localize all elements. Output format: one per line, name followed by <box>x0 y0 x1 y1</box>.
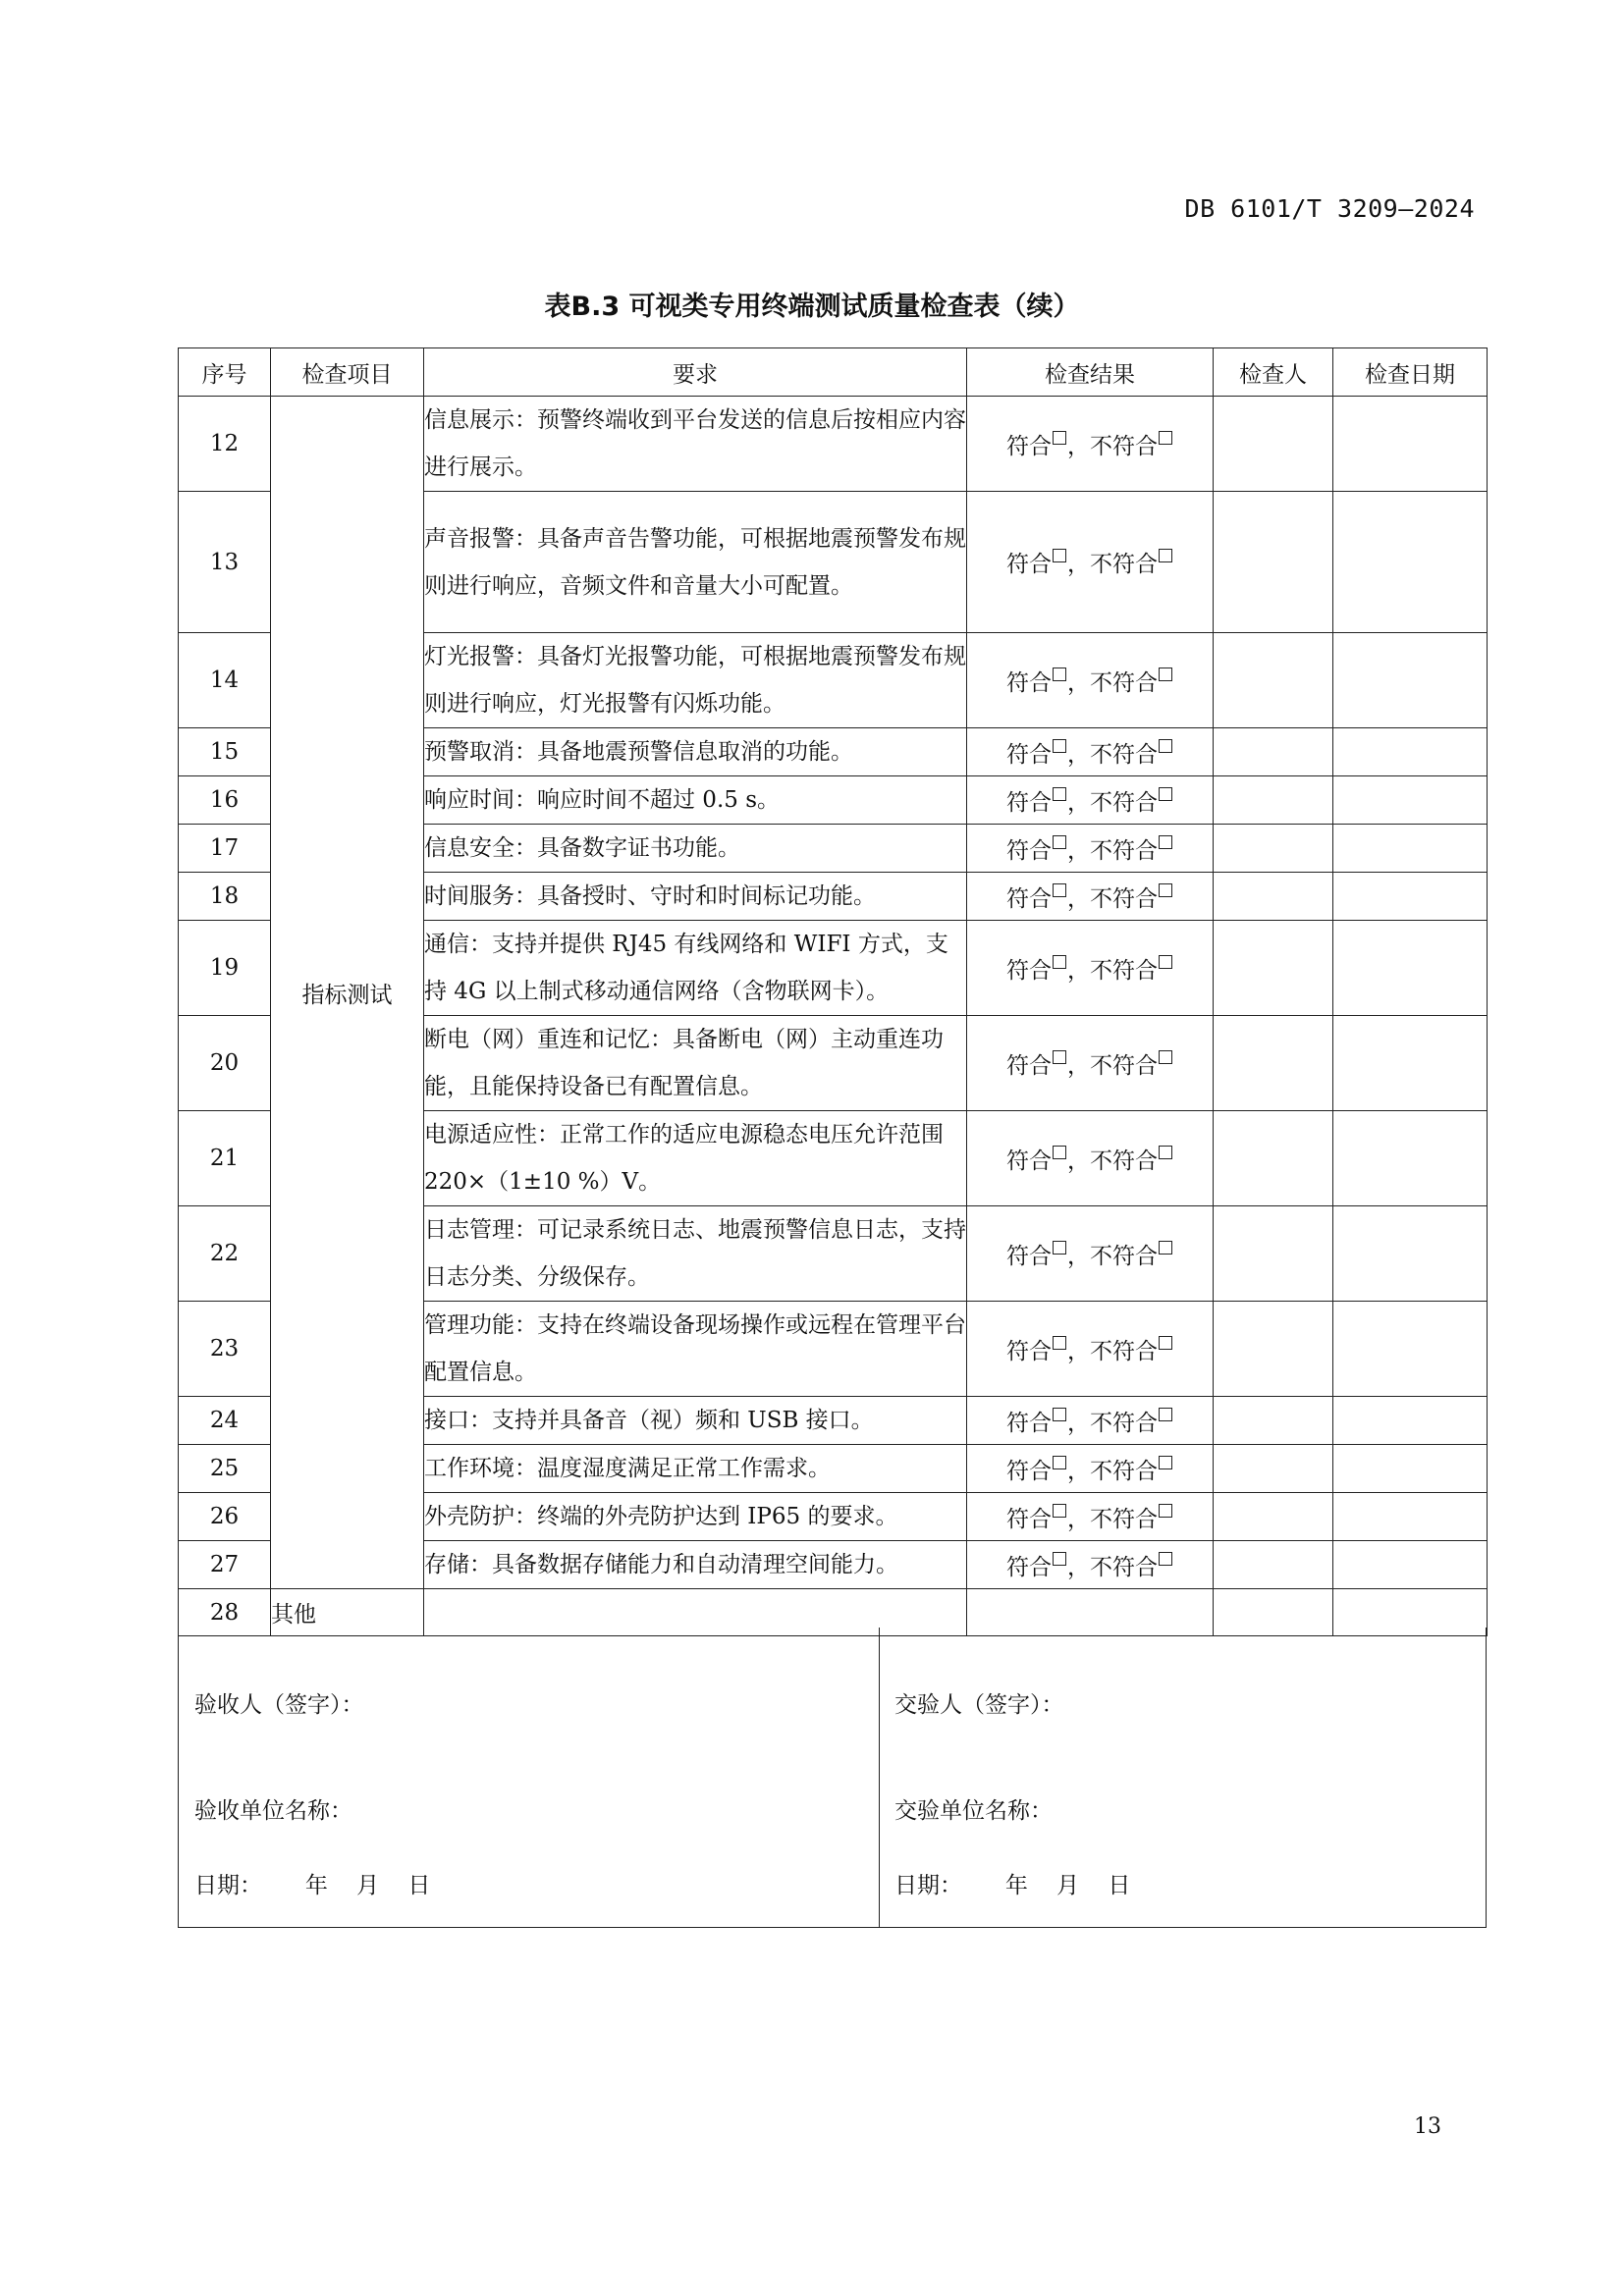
requirement-cell: 工作环境：温度湿度满足正常工作需求。 <box>424 1445 967 1493</box>
table-header-row <box>179 348 1488 397</box>
nonconform-checkbox[interactable] <box>1159 667 1172 681</box>
table-row <box>179 397 1488 492</box>
inspector-cell[interactable] <box>1214 825 1333 873</box>
nonconform-label: 不符合 <box>1090 1458 1158 1484</box>
result-cell <box>967 1302 1214 1397</box>
result-cell <box>967 921 1214 1016</box>
category-cell: 指标测试 <box>271 397 424 1589</box>
nonconform-label: 不符合 <box>1090 1410 1158 1436</box>
result-separator: ， <box>1067 885 1090 912</box>
inspection-date-cell[interactable] <box>1333 1111 1488 1206</box>
inspection-date-cell[interactable] <box>1333 776 1488 825</box>
conform-label: 符合 <box>1006 1554 1052 1580</box>
conform-label: 符合 <box>1006 741 1052 768</box>
conform-label: 符合 <box>1006 885 1052 912</box>
submitter-unit-label: 交验单位名称： <box>894 1798 1053 1824</box>
inspection-date-cell[interactable] <box>1333 1493 1488 1541</box>
result-cell <box>967 825 1214 873</box>
inspector-cell[interactable] <box>1214 1206 1333 1302</box>
row-number: 14 <box>179 633 271 728</box>
row-number: 28 <box>179 1589 271 1636</box>
conform-label: 符合 <box>1006 789 1052 816</box>
inspector-cell[interactable] <box>1214 1111 1333 1206</box>
nonconform-label: 不符合 <box>1090 1554 1158 1580</box>
inspector-cell[interactable] <box>1214 1493 1333 1541</box>
nonconform-checkbox[interactable] <box>1159 1504 1172 1518</box>
header-no: 序号 <box>179 348 271 397</box>
result-separator: ， <box>1067 1506 1090 1532</box>
header-result: 检查结果 <box>967 348 1214 397</box>
nonconform-label: 不符合 <box>1090 552 1158 577</box>
row-number: 16 <box>179 776 271 825</box>
row-number: 25 <box>179 1445 271 1493</box>
nonconform-checkbox[interactable] <box>1159 1456 1172 1469</box>
header-inspector: 检查人 <box>1214 348 1333 397</box>
conform-checkbox[interactable] <box>1053 1241 1066 1255</box>
submitter-signature-label: 交验人（签字）： <box>894 1692 1064 1718</box>
result-cell <box>967 1111 1214 1206</box>
conform-checkbox[interactable] <box>1053 1504 1066 1518</box>
inspection-date-cell[interactable] <box>1333 1397 1488 1445</box>
requirement-cell: 日志管理：可记录系统日志、地震预警信息日志，支持日志分类、分级保存。 <box>424 1206 967 1302</box>
nonconform-label: 不符合 <box>1090 1148 1158 1174</box>
conform-label: 符合 <box>1006 957 1052 984</box>
result-separator: ， <box>1067 741 1090 768</box>
result-cell <box>967 492 1214 633</box>
inspection-date-cell[interactable] <box>1333 492 1488 633</box>
inspection-date-cell[interactable] <box>1333 633 1488 728</box>
inspection-date-cell[interactable] <box>1333 825 1488 873</box>
nonconform-label: 不符合 <box>1090 885 1158 912</box>
inspector-cell[interactable] <box>1214 633 1333 728</box>
document-code: DB 6101/T 3209—2024 <box>1184 194 1475 223</box>
nonconform-label: 不符合 <box>1090 433 1158 459</box>
nonconform-checkbox[interactable] <box>1159 1552 1172 1566</box>
result-cell <box>967 633 1214 728</box>
inspection-date-cell[interactable] <box>1333 1206 1488 1302</box>
inspector-cell[interactable] <box>1214 492 1333 633</box>
table-title: 表B.3 可视类专用终端测试质量检查表（续） <box>544 292 1080 322</box>
row-number: 22 <box>179 1206 271 1302</box>
signature-area <box>178 1628 1487 1928</box>
conform-label: 符合 <box>1006 837 1052 864</box>
inspection-date-cell[interactable] <box>1333 1541 1488 1589</box>
requirement-cell: 接口：支持并具备音（视）频和 USB 接口。 <box>424 1397 967 1445</box>
nonconform-checkbox[interactable] <box>1159 883 1172 897</box>
inspector-cell[interactable] <box>1214 728 1333 776</box>
inspector-cell[interactable] <box>1214 873 1333 921</box>
row-number: 21 <box>179 1111 271 1206</box>
requirement-cell: 信息安全：具备数字证书功能。 <box>424 825 967 873</box>
nonconform-label: 不符合 <box>1090 1052 1158 1079</box>
result-cell <box>967 728 1214 776</box>
result-cell <box>967 1541 1214 1589</box>
inspector-cell[interactable] <box>1214 776 1333 825</box>
result-separator: ， <box>1067 957 1090 984</box>
nonconform-label: 不符合 <box>1090 1338 1158 1364</box>
header-date: 检查日期 <box>1333 348 1488 397</box>
result-separator: ， <box>1067 789 1090 816</box>
requirement-cell: 时间服务：具备授时、守时和时间标记功能。 <box>424 873 967 921</box>
conform-checkbox[interactable] <box>1053 739 1066 753</box>
submission-side <box>879 1628 1486 1927</box>
conform-checkbox[interactable] <box>1053 787 1066 801</box>
result-separator: ， <box>1067 1458 1090 1484</box>
inspector-cell[interactable] <box>1214 1302 1333 1397</box>
nonconform-label: 不符合 <box>1090 669 1158 696</box>
requirement-cell: 管理功能：支持在终端设备现场操作或远程在管理平台配置信息。 <box>424 1302 967 1397</box>
row-number: 24 <box>179 1397 271 1445</box>
nonconform-checkbox[interactable] <box>1159 1146 1172 1159</box>
result-cell <box>967 776 1214 825</box>
category-cell: 其他 <box>271 1589 424 1636</box>
conform-checkbox[interactable] <box>1053 955 1066 969</box>
acceptor-date-label: 日期： 年 月 日 <box>194 1873 431 1898</box>
inspection-date-cell[interactable] <box>1333 728 1488 776</box>
inspector-cell[interactable] <box>1214 921 1333 1016</box>
nonconform-label: 不符合 <box>1090 837 1158 864</box>
nonconform-label: 不符合 <box>1090 957 1158 984</box>
conform-checkbox[interactable] <box>1053 1336 1066 1350</box>
row-number: 17 <box>179 825 271 873</box>
conform-label: 符合 <box>1006 433 1052 459</box>
row-number: 23 <box>179 1302 271 1397</box>
inspection-date-cell[interactable] <box>1333 921 1488 1016</box>
inspection-date-cell[interactable] <box>1333 873 1488 921</box>
result-cell <box>967 1206 1214 1302</box>
result-separator: ， <box>1067 837 1090 864</box>
conform-checkbox[interactable] <box>1053 835 1066 849</box>
result-separator: ， <box>1067 552 1090 577</box>
submitter-date-label: 日期： 年 月 日 <box>894 1873 1131 1898</box>
result-separator: ， <box>1067 669 1090 696</box>
requirement-cell: 灯光报警：具备灯光报警功能，可根据地震预警发布规则进行响应，灯光报警有闪烁功能。 <box>424 633 967 728</box>
inspection-date-cell[interactable] <box>1333 1302 1488 1397</box>
row-number: 15 <box>179 728 271 776</box>
result-separator: ， <box>1067 1148 1090 1174</box>
nonconform-label: 不符合 <box>1090 789 1158 816</box>
requirement-cell: 预警取消：具备地震预警信息取消的功能。 <box>424 728 967 776</box>
nonconform-checkbox[interactable] <box>1159 955 1172 969</box>
requirement-cell: 声音报警：具备声音告警功能，可根据地震预警发布规则进行响应，音频文件和音量大小可配置。 <box>424 492 967 633</box>
requirement-cell: 外壳防护：终端的外壳防护达到 IP65 的要求。 <box>424 1493 967 1541</box>
nonconform-checkbox[interactable] <box>1159 739 1172 753</box>
conform-label: 符合 <box>1006 1410 1052 1436</box>
conform-checkbox[interactable] <box>1053 1552 1066 1566</box>
result-cell <box>967 1016 1214 1111</box>
header-item: 检查项目 <box>271 348 424 397</box>
inspector-cell[interactable] <box>1214 1541 1333 1589</box>
nonconform-checkbox[interactable] <box>1159 1408 1172 1421</box>
inspector-cell[interactable] <box>1214 1397 1333 1445</box>
row-number: 27 <box>179 1541 271 1589</box>
requirement-cell: 存储：具备数据存储能力和自动清理空间能力。 <box>424 1541 967 1589</box>
row-number: 18 <box>179 873 271 921</box>
acceptance-side <box>179 1628 880 1927</box>
result-cell <box>967 1493 1214 1541</box>
conform-checkbox[interactable] <box>1053 1146 1066 1159</box>
conform-checkbox[interactable] <box>1053 1456 1066 1469</box>
result-separator: ， <box>1067 1410 1090 1436</box>
nonconform-checkbox[interactable] <box>1159 835 1172 849</box>
conform-label: 符合 <box>1006 1458 1052 1484</box>
inspector-cell[interactable] <box>1214 1016 1333 1111</box>
row-number: 26 <box>179 1493 271 1541</box>
nonconform-checkbox[interactable] <box>1159 1241 1172 1255</box>
requirement-cell: 断电（网）重连和记忆：具备断电（网）主动重连功能，且能保持设备已有配置信息。 <box>424 1016 967 1111</box>
result-cell <box>967 1397 1214 1445</box>
result-separator: ， <box>1067 1554 1090 1580</box>
acceptor-signature-label: 验收人（签字）： <box>194 1692 364 1718</box>
requirement-cell: 信息展示：预警终端收到平台发送的信息后按相应内容进行展示。 <box>424 397 967 492</box>
nonconform-checkbox[interactable] <box>1159 431 1172 445</box>
conform-label: 符合 <box>1006 1243 1052 1269</box>
inspector-cell[interactable] <box>1214 397 1333 492</box>
result-cell <box>967 873 1214 921</box>
conform-label: 符合 <box>1006 669 1052 696</box>
nonconform-checkbox[interactable] <box>1159 787 1172 801</box>
inspector-cell[interactable] <box>1214 1445 1333 1493</box>
requirement-cell: 响应时间：响应时间不超过 0.5 s。 <box>424 776 967 825</box>
nonconform-label: 不符合 <box>1090 741 1158 768</box>
acceptor-unit-label: 验收单位名称： <box>194 1798 352 1824</box>
conform-label: 符合 <box>1006 552 1052 577</box>
result-separator: ， <box>1067 433 1090 459</box>
nonconform-label: 不符合 <box>1090 1506 1158 1532</box>
conform-label: 符合 <box>1006 1338 1052 1364</box>
conform-checkbox[interactable] <box>1053 431 1066 445</box>
conform-checkbox[interactable] <box>1053 549 1066 562</box>
conform-checkbox[interactable] <box>1053 1408 1066 1421</box>
row-number: 19 <box>179 921 271 1016</box>
result-separator: ， <box>1067 1243 1090 1269</box>
conform-label: 符合 <box>1006 1506 1052 1532</box>
header-requirement: 要求 <box>424 348 967 397</box>
result-cell <box>967 397 1214 492</box>
nonconform-checkbox[interactable] <box>1159 549 1172 562</box>
conform-label: 符合 <box>1006 1148 1052 1174</box>
result-separator: ， <box>1067 1052 1090 1079</box>
result-cell <box>967 1445 1214 1493</box>
quality-check-table <box>178 347 1488 1636</box>
row-number: 13 <box>179 492 271 633</box>
inspection-date-cell[interactable] <box>1333 1445 1488 1493</box>
conform-label: 符合 <box>1006 1052 1052 1079</box>
result-separator: ， <box>1067 1338 1090 1364</box>
nonconform-label: 不符合 <box>1090 1243 1158 1269</box>
requirement-cell: 通信：支持并提供 RJ45 有线网络和 WIFI 方式，支持 4G 以上制式移动通信网络（含物联网卡）。 <box>424 921 967 1016</box>
conform-checkbox[interactable] <box>1053 667 1066 681</box>
conform-checkbox[interactable] <box>1053 883 1066 897</box>
row-number: 12 <box>179 397 271 492</box>
conform-checkbox[interactable] <box>1053 1050 1066 1064</box>
page-number: 13 <box>1414 2114 1441 2139</box>
inspection-date-cell[interactable] <box>1333 397 1488 492</box>
nonconform-checkbox[interactable] <box>1159 1336 1172 1350</box>
inspection-date-cell[interactable] <box>1333 1016 1488 1111</box>
row-number: 20 <box>179 1016 271 1111</box>
requirement-cell: 电源适应性：正常工作的适应电源稳态电压允许范围 220×（1±10 %）V。 <box>424 1111 967 1206</box>
nonconform-checkbox[interactable] <box>1159 1050 1172 1064</box>
